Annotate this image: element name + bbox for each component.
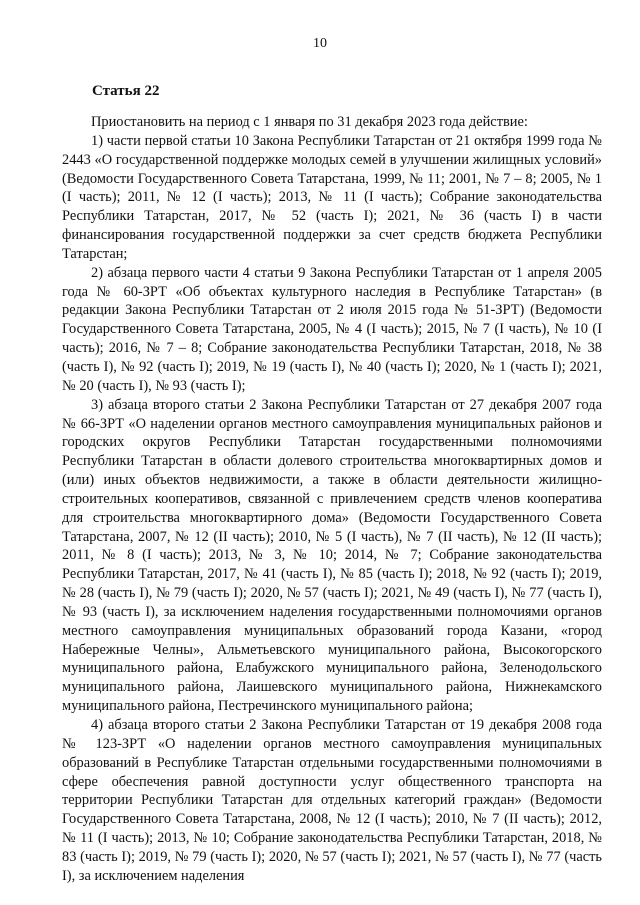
list-item: 2) абзаца первого части 4 статьи 9 Закона Республики Татарстан от 1 апреля 2005 года № 60-ЗРТ «Об объектах культурного наследия в Республике Татарстан» (в редакции Закона Республики Татарстан от 2 июля 2015 года № 51-ЗРТ) (Ведомости Государственного Совета Татарстана, 2005, № 4 (I часть); 2015, № 7 (I часть), № 10 (I часть); 2016, № 7 – 8; Собрание законодательства Республики Татарстан, 2018, № 38 (часть I), № 92 (часть I); 2019, № 19 (часть I), № 40 (часть I); 2020, № 1 (часть I); 2021, № 20 (часть I), № 93 (часть I);: [62, 264, 602, 394]
list-item: 3) абзаца второго статьи 2 Закона Республики Татарстан от 27 декабря 2007 года № 66-ЗРТ «О наделении органов местного самоуправления муниципальных районов и городских округов Республики Татарстан государственными полномочиями Республики Татарстан в области долевого строительства многоквартирных домов и (или) иных объектов недвижимости, а также в области деятельности жилищно-строительных кооперативов, связанной с привлечением средств членов кооператива для строительства многоквартирного дома» (Ведомости Государственного Совета Татарстана, 2007, № 12 (II часть); 2010, № 5 (I часть), № 7 (II часть), № 12 (II часть); 2011, № 8 (I часть); 2013, № 3, № 10; 2014, № 7; Собрание законодательства Республики Татарстан, 2017, № 41 (часть I), № 85 (часть I); 2018, № 92 (часть I); 2019, № 28 (часть I), № 79 (часть I); 2020, № 57 (часть I); 2021, № 49 (часть I), № 77 (часть I), № 93 (часть I), за исключением наделения государственными полномочиями органов местного самоуправления муниципальных образований города Казани, «город Набережные Челны», Альметьевского муниципального района, Высокогорского муниципального района, Елабужского муниципального района, Зеленодольского муниципального района, Лаишевского муниципального района, Нижнекамского муниципального района, Пестречинского муниципального района;: [62, 396, 602, 715]
article-body: [62, 113, 602, 886]
list-item: 4) абзаца второго статьи 2 Закона Республики Татарстан от 19 декабря 2008 года № 123-ЗРТ «О наделении органов местного самоуправления муниципальных образований в Республике Татарстан отдельными государственными полномочиями в сфере обеспечения равной доступности услуг общественного транспорта на территории Республики Татарстан для отдельных категорий граждан» (Ведомости Государственного Совета Татарстана, 2008, № 12 (I часть); 2010, № 7 (II часть); 2012, № 11 (I часть); 2013, № 10; Собрание законодательства Республики Татарстан, 2018, № 83 (часть I); 2019, № 79 (часть I); 2020, № 57 (часть I); 2021, № 57 (часть I), № 77 (часть I), за исключением наделения: [62, 717, 602, 884]
page-number: 10: [313, 36, 327, 51]
list-item: 1) части первой статьи 10 Закона Республики Татарстан от 21 октября 1999 года № 2443 «О государственной поддержке молодых семей в улучшении жилищных условий» (Ведомости Государственного Совета Татарстана, 1999, № 11; 2001, № 7 – 8; 2005, № 1 (I часть); 2011, № 12 (I часть); 2013, № 11 (I часть); Собрание законодательства Республики Татарстан, 2017, № 52 (часть I); 2021, № 36 (часть I) в части финансирования государственной поддержки за счет средств бюджета Республики Татарстан;: [62, 132, 602, 262]
article-heading: Статья 22: [92, 83, 160, 99]
intro-paragraph: Приостановить на период с 1 января по 31 декабря 2023 года действие:: [91, 114, 528, 130]
